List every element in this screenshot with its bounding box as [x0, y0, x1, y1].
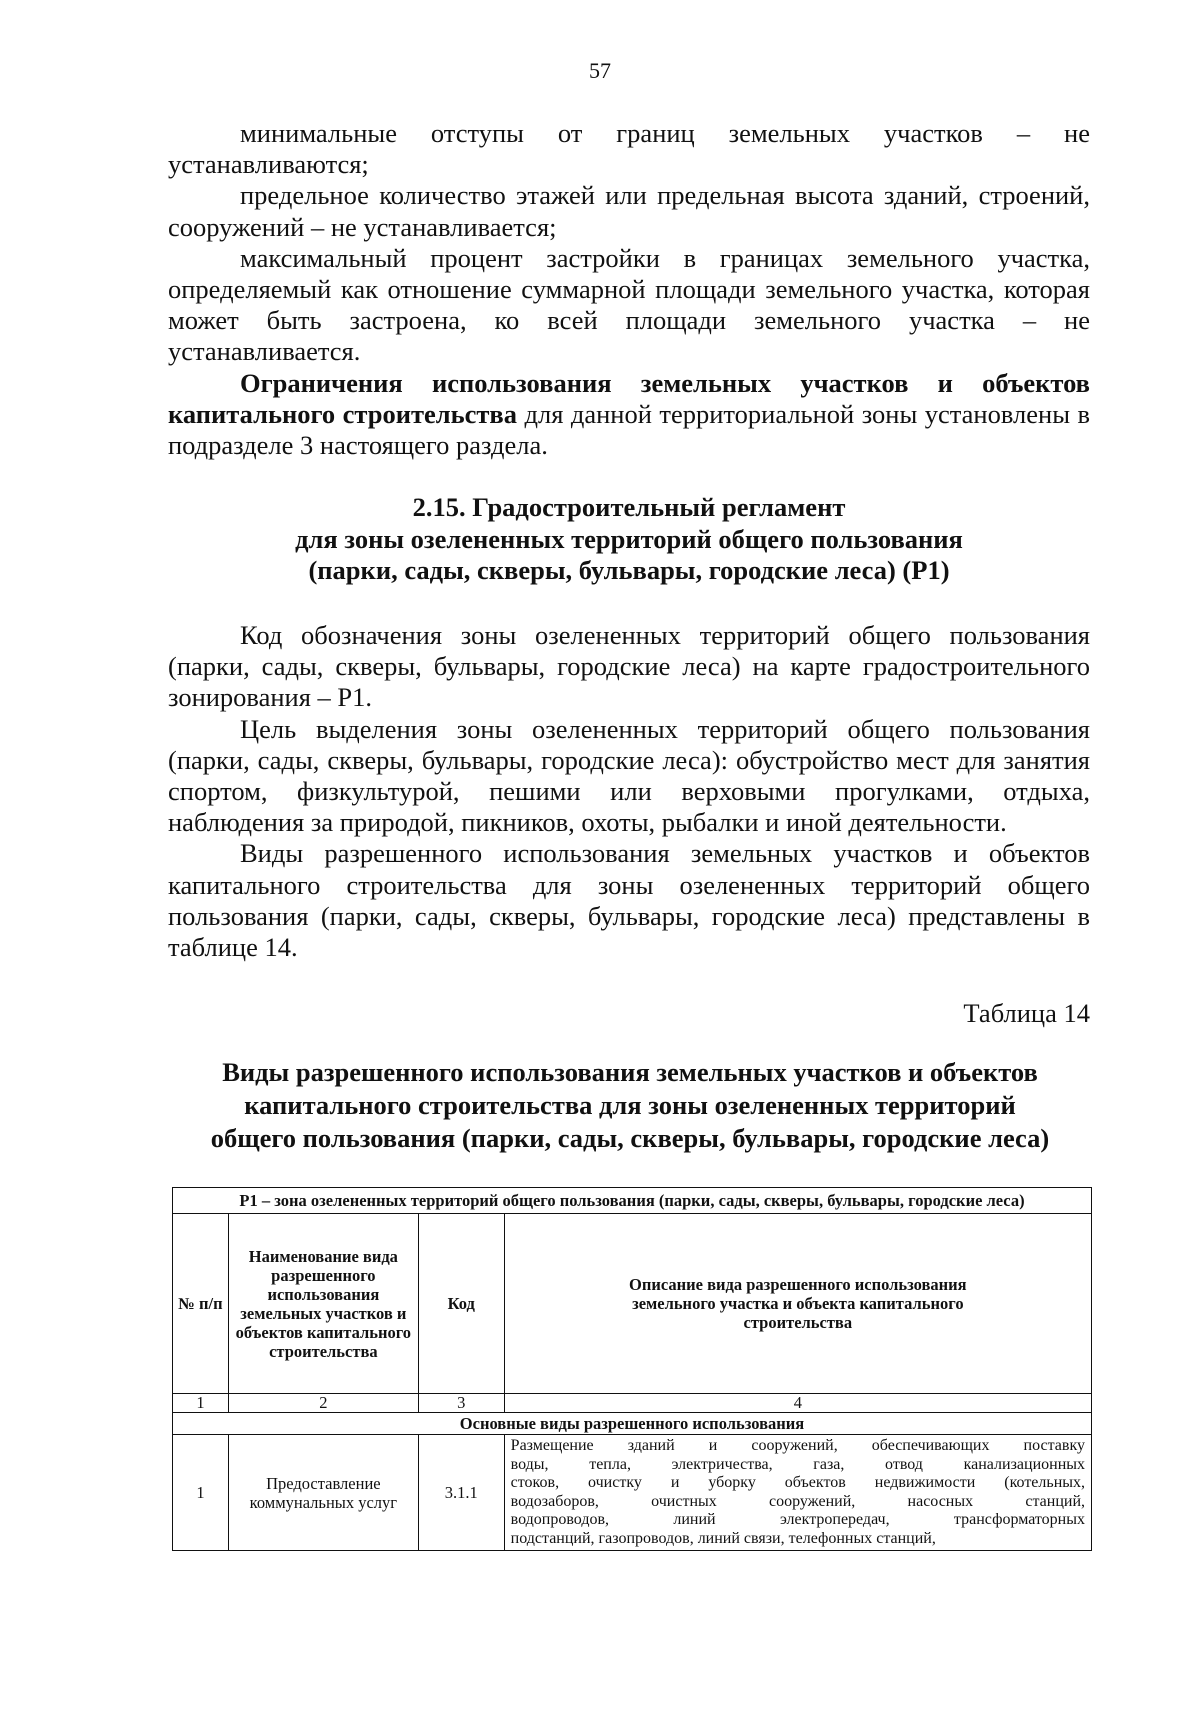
- table-column-numbers-row: [173, 1394, 1092, 1413]
- restrictions-bold-text: Ограничения использования земельных участков и объектов капитального строительства: [168, 367, 1090, 429]
- zone-header-cell: Р1 – зона озелененных территорий общего пользования (парки, сады, скверы, бульвары, городские леса): [173, 1188, 1092, 1214]
- paragraph-zone-purpose: Цель выделения зоны озелененных территорий общего пользования (парки, сады, скверы, бульвары, городские леса): обустройство мест для занятия спортом, физкультурой, пешими или верховыми прогулками, отдыха, наблюдения за природой, пикников, охоты, рыбалки и иной деятельности.: [168, 713, 1090, 838]
- restrictions-rest-text: для данной территориальной зоны установлены в подразделе 3 настоящего раздела.: [168, 398, 1090, 461]
- column-number-4: 4: [504, 1394, 1091, 1413]
- column-header-description: [504, 1214, 1091, 1394]
- row-code-cell: 3.1.1: [418, 1435, 504, 1551]
- zone-description-text: [168, 620, 1090, 963]
- row-name-text: Предоставление коммунальных услуг: [249, 1473, 398, 1512]
- table-zone-header-row: [173, 1188, 1092, 1214]
- paragraph-restrictions: [168, 368, 1090, 462]
- table-title-line-1: Виды разрешенного использования земельных участков и объектов: [222, 1057, 1038, 1087]
- description-line: воды, тепла, электричества, газа, отвод канализационных: [510, 1455, 1085, 1473]
- row-num-cell: 1: [173, 1435, 229, 1551]
- paragraph-usage-types: Виды разрешенного использования земельных участков и объектов капитального строительства для зоны озелененных территорий общего пользования (парки, сады, скверы, бульвары, городские леса) представлены в таблице 14.: [168, 838, 1090, 963]
- section-title-line-1: 2.15. Градостроительный регламент: [412, 492, 846, 522]
- table-title-line-2: капитального строительства для зоны озелененных территорий: [244, 1090, 1016, 1120]
- section-title-line-2: для зоны озелененных территорий общего пользования: [295, 523, 963, 554]
- paragraph-setbacks: минимальные отступы от границ земельных участков – не устанавливаются;: [168, 118, 1090, 180]
- paragraph-zone-code: Код обозначения зоны озелененных территорий общего пользования (парки, сады, скверы, бульвары, городские леса) на карте градостроительного зонирования – Р1.: [168, 620, 1090, 713]
- table-title: [150, 1056, 1110, 1155]
- description-line: водопроводов, линий электропередач, трансформаторных: [510, 1511, 1085, 1528]
- paragraph-coverage: максимальный процент застройки в границах земельного участка, определяемый как отношение суммарной площади земельного участка, которая может быть застроена, ко всей площади земельного участка – не устанавливается.: [168, 242, 1090, 367]
- table-caption: Таблица 14: [963, 998, 1090, 1028]
- column-number-1: 1: [173, 1394, 229, 1413]
- column-header-name: Наименование вида разрешенного использования земельных участков и объектов капитального строительства: [228, 1214, 418, 1394]
- table-row: [173, 1435, 1092, 1551]
- column-number-3: 3: [418, 1394, 504, 1413]
- table-group-header-row: [173, 1413, 1092, 1435]
- description-line: Размещение зданий и сооружений, обеспечивающих поставку: [510, 1437, 1085, 1454]
- table-title-line-3: общего пользования (парки, сады, скверы, бульвары, городские леса): [210, 1123, 1050, 1153]
- description-line: водозаборов, очистных сооружений, насосных станций,: [510, 1492, 1085, 1510]
- intro-text: [168, 118, 1090, 461]
- section-title: [168, 492, 1090, 587]
- column-header-num: № п/п: [173, 1214, 229, 1394]
- row-description-cell: [504, 1435, 1091, 1551]
- table-column-header-row: [173, 1214, 1092, 1394]
- row-name-cell: [228, 1435, 418, 1551]
- page-number: 57: [589, 58, 611, 83]
- column-number-2: 2: [228, 1394, 418, 1413]
- column-header-description-text: Описание вида разрешенного использования земельного участка и объекта капитального строительства: [629, 1275, 967, 1332]
- section-title-line-3: (парки, сады, скверы, бульвары, городские леса) (Р1): [308, 555, 950, 585]
- usage-table: [172, 1187, 1092, 1551]
- description-line: подстанций, газопроводов, линий связи, телефонных станций,: [510, 1529, 936, 1547]
- column-header-code: Код: [418, 1214, 504, 1394]
- group-header-cell: Основные виды разрешенного использования: [173, 1413, 1092, 1435]
- paragraph-floors: предельное количество этажей или предельная высота зданий, строений, сооружений – не устанавливается;: [168, 180, 1090, 242]
- description-line: стоков, очистку и уборку объектов недвижимости (котельных,: [510, 1474, 1085, 1491]
